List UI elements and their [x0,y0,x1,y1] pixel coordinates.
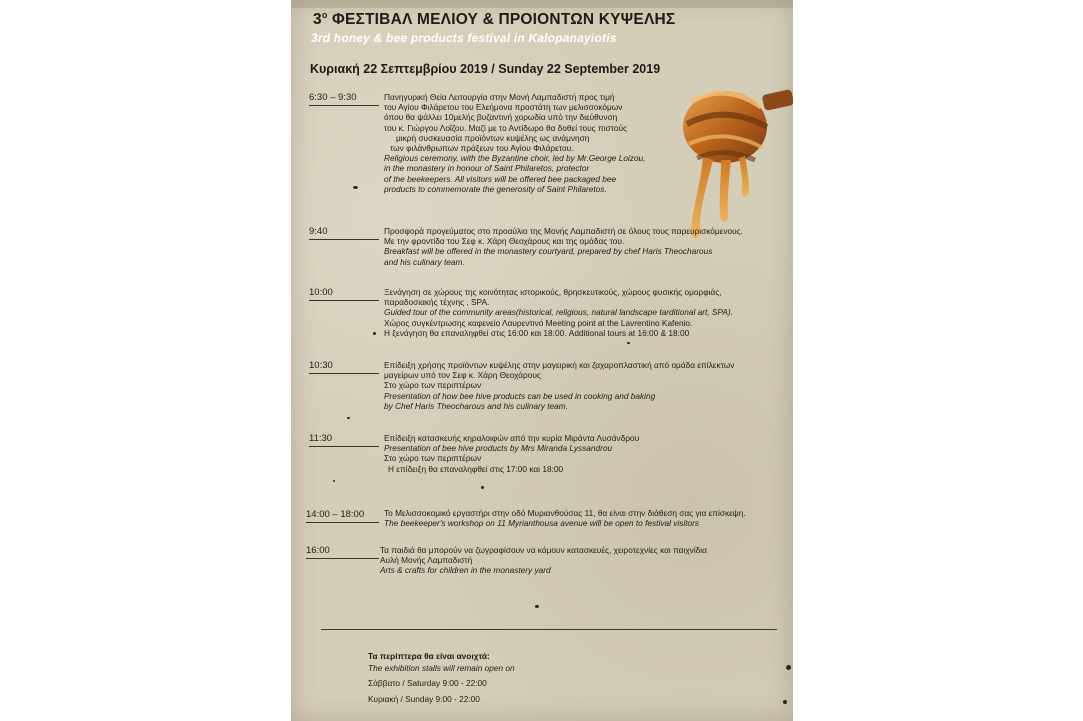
footer-line-english: The exhibition stalls will remain open on [368,662,515,673]
desc-line: Presentation of bee hive products by Mrs Miranda Lyssandrou [384,443,613,454]
desc-line: Τα παιδιά θα μπορούν να ζωγραφίσουν να κάμουν κατασκευές, χειροτεχνίες και παιχνίδια [380,545,707,555]
schedule-desc-1600 [380,545,707,576]
desc-line: Επίδειξη κατασκευής κηραλοιφών από την κυρία Μιράντα Λυσάνδρου [384,433,640,443]
desc-line: του Αγίου Φιλάρετου του Ελεήμονα προστάτη των μελισσοκόμων [384,102,623,113]
schedule-desc-1130 [384,433,639,474]
schedule-desc-1000 [384,287,733,338]
stalls-opening-hours [368,651,515,705]
paper-speck [481,486,484,489]
desc-line: Breakfast will be offered in the monastery courtyard, prepared by chef Haris Theocharous [384,246,713,257]
schedule-time-1030: 10:30 [309,360,379,374]
title-number: 3 [313,11,322,29]
desc-line: Guided tour of the community areas(historical, religious, natural landscape tarditional art, SPA). [384,307,733,318]
schedule-time-0630: 6:30 – 9:30 [309,92,379,106]
desc-line: Presentation of how bee hive products can be used in cooking and baking [384,390,656,401]
footer-divider [321,629,777,630]
paper-speck [347,417,350,419]
desc-line: products to commemorate the generosity of Saint Philaretos. [384,183,607,194]
desc-line: Η επίδειξη θα επαναληφθεί στις 17:00 και 18:00 [388,463,564,474]
paper-speck [353,186,358,189]
desc-line: Το Μελισσοκομικό εργαστήρι στην οδό Μυριανθούσας 11, θα είναι στην διάθεση σας για επίσκεψη. [384,508,746,518]
paper-speck [783,700,787,704]
paper-speck [627,342,630,344]
schedule-desc-1400 [384,508,746,528]
paper-top-edge [291,0,793,8]
desc-line: των φιλάνθρωπων πράξεων του Αγίου Φιλάρετου. [390,143,574,154]
schedule-time-0940: 9:40 [309,226,379,240]
desc-line: Religious ceremony, with the Byzantine choir, led by Mr.George Loizou, [384,153,646,164]
schedule-time-1130: 11:30 [309,433,379,447]
schedule-time-1000: 10:00 [309,287,379,301]
desc-line: του κ. Γιώργου Λοΐζου. Μαζί με το Αντίδωρο θα δοθεί τους πιστούς [384,122,627,133]
event-date: Κυριακή 22 Σεπτεμβρίου 2019 / Sunday 22 September 2019 [310,62,661,76]
desc-line: μικρή συσκευασία προϊόντων κυψέλης ως ανάμνηση [396,132,590,143]
desc-line: μαγείρων υπό τον Σεφ κ. Χάρη Θεοχάρους [384,370,541,381]
paper-speck [333,480,335,482]
festival-subtitle: 3rd honey & bee products festival in Kalopanayiotis [311,31,617,45]
desc-line: Ξενάγηση σε χώρους της κοινότητας ιστορικούς, θρησκευτικούς, χώρους φυσικής ομορφιάς, [384,287,722,297]
schedule-time-1600: 16:00 [306,545,379,559]
desc-line: Προσφορά προγεύματος στο προαύλιο της Μονής Λαμπαδιστή σε όλους τους παρευρισκόμενους. [384,226,743,236]
desc-line: Στο χώρο των περιπτέρων [384,453,482,464]
paper-speck [786,665,791,670]
desc-line: of the beekeepers. All visitors will be offered bee packaged bee [384,173,617,184]
desc-line: Επίδειξη χρήσης προϊόντων κυψέλης στην μαγειρική και ζαχαροπλαστική από ομάδα επίλεκτων [384,360,735,370]
schedule-desc-0630 [384,92,645,194]
desc-line: and his culinary team. [384,256,465,267]
title-text: ΦΕΣΤΙΒΑΛ ΜΕΛΙΟΥ & ΠΡΟΙΟΝΤΩΝ ΚΥΨΕΛΗΣ [327,11,676,29]
footer-saturday-hours: Σάββατο / Saturday 9:00 - 22:00 [368,678,487,688]
desc-line: Πανηγυρική Θεία Λειτουργία στην Μονή Λαμπαδιστή προς τιμή [384,92,615,102]
desc-line: Arts & crafts for children in the monastery yard [380,565,551,576]
honey-dipper-illustration [663,72,793,247]
desc-line: Αυλή Μονής Λαμπαδιστή [380,555,473,566]
desc-line: The beekeeper's workshop on 11 Myrianthousa avenue will be open to festival visitors [384,518,700,529]
desc-line: in the monastery in honour of Saint Philaretos, protector [384,163,590,174]
title-ordinal: ο [321,10,328,20]
desc-line: Στο χώρο των περιπτέρων [384,380,482,391]
desc-line: παραδοσιακής τέχνης , SPA. [384,297,490,308]
desc-line: Χώρος συγκέντρωσης καφενείο Λαυρεντινό Meeting point at the Lavrentino Kafenio. [384,317,693,328]
paper-speck [373,332,376,335]
schedule-desc-1030 [384,360,734,411]
paper-speck [535,605,539,608]
desc-line: όπου θα ψάλλει 10μελής βυζαντινή χορωδία υπό την διεύθυνση [384,112,618,123]
festival-flyer [291,0,793,721]
festival-title [313,10,675,29]
footer-line-greek: Τα περίπτερα θα είναι ανοιχτά: [368,651,490,661]
desc-line: by Chef Haris Theocharous and his culinary team. [384,400,569,411]
schedule-desc-0940 [384,226,743,267]
desc-line: Με την φροντίδα του Σεφ κ. Χάρη Θεοχάρους και της ομάδας του. [384,236,625,247]
footer-sunday-hours: Κυριακή / Sunday 9:00 - 22:00 [368,693,480,704]
schedule-time-1400: 14:00 – 18:00 [306,509,379,523]
desc-line: Η ξενάγηση θα επαναληφθεί στις 16:00 και 18:00. Additional tours at 16:00 & 18:00 [384,327,690,338]
